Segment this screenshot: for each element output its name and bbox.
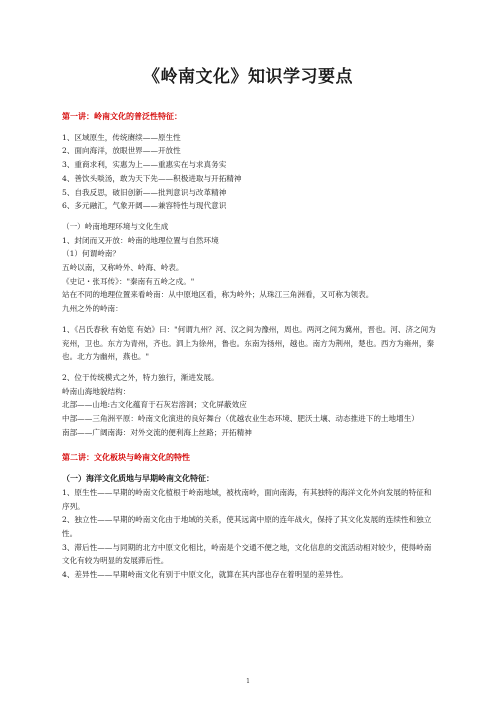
quote-paragraph: 1、《吕氏春秋 有始览 有始》曰："何谓九州？河、汉之间为豫州，周也。两河之间为冀州，晋也。河、济之间为兖州，卫也。东方为青州，齐也。泗上为徐州，鲁也。东南为扬州，越也。南方为荆州，楚也。西方为雍州，秦也。北方为幽州，燕也。" <box>62 324 436 362</box>
answer-line: 九州之外的岭南： <box>62 304 123 314</box>
lecture2-subheading: （一）海洋文化质地与早期岭南文化特征： <box>62 473 214 484</box>
document-body <box>62 110 438 582</box>
point: 1、封闭而又开放：岭南的地理位置与自然环境 <box>62 235 219 245</box>
answer-line: 《史记・张耳传》："秦南有五岭之戍。" <box>62 276 195 286</box>
feature-item: 5、自我反思，破旧创新——批判意识与改革精神 <box>62 187 227 197</box>
feature-item: 3、重商求利，实惠为上——重惠实在与求真务实 <box>62 160 227 170</box>
terrain-middle: 中部——三角洲平原：岭南文化演进的良好舞台（优越农业生态环境、肥沃土壤、动态推进下的土地增生） <box>62 414 419 424</box>
answer-line: 站在不同的地理位置来看岭南：从中原地区看，称为岭外；从珠江三角洲看，又可称为领表。 <box>62 290 374 300</box>
section-heading: （一）岭南地理环境与文化生成 <box>62 221 169 231</box>
feature-item: 2、面向海洋，放眼世界——开放性 <box>62 146 181 156</box>
trait-item: 2、独立性——早期的岭南文化由于地域的关系，使其远离中原的连年战火，保持了其文化发展的连续性和独立性。 <box>62 515 432 538</box>
question: （1）何谓岭南？ <box>62 249 120 259</box>
trait-item: 4、差异性——早期岭南文化有别于中原文化，就算在其内部也存在着明显的差异性。 <box>62 570 348 580</box>
lecture1-heading: 第一讲：岭南文化的普泛性特征： <box>62 111 182 121</box>
feature-item: 6、多元融汇，气象开阔——兼容特性与现代意识 <box>62 201 227 211</box>
terrain-north: 北部——山地:古文化蕴育于石灰岩溶洞；文化屏蔽效应 <box>62 400 247 410</box>
lecture2-heading: 第二讲：文化板块与岭南文化的特性 <box>62 452 190 463</box>
trait-item: 3、滞后性——与同期的北方中原文化相比，岭南是个交通不便之地，文化信息的交流活动相对较少，使得岭南文化有较为明显的发展滞后性。 <box>62 542 432 566</box>
page-number: 1 <box>246 678 250 685</box>
trait-item: 1、原生性——早期的岭南文化植根于岭南地域，被枕南岭，面向南海，有其独特的海洋文化外向发展的特征和序列。 <box>62 487 432 511</box>
point: 2、位于传统模式之外，特力独行，渐进发展。 <box>62 372 219 382</box>
answer-line: 五岭以南，又称岭外、岭海、岭表。 <box>62 263 184 273</box>
document-title: 《岭南文化》知识学习要点 <box>143 67 353 87</box>
terrain-label: 岭南山海地貌结构： <box>62 386 131 396</box>
terrain-south: 南部——广阔南海：对外交流的便利海上丝路；开拓精神 <box>62 427 252 437</box>
feature-item: 1、区域原生，传统赓续——原生性 <box>62 132 181 142</box>
feature-item: 4、善饮头啖汤，敢为天下先——积极进取与开拓精神 <box>62 173 242 183</box>
